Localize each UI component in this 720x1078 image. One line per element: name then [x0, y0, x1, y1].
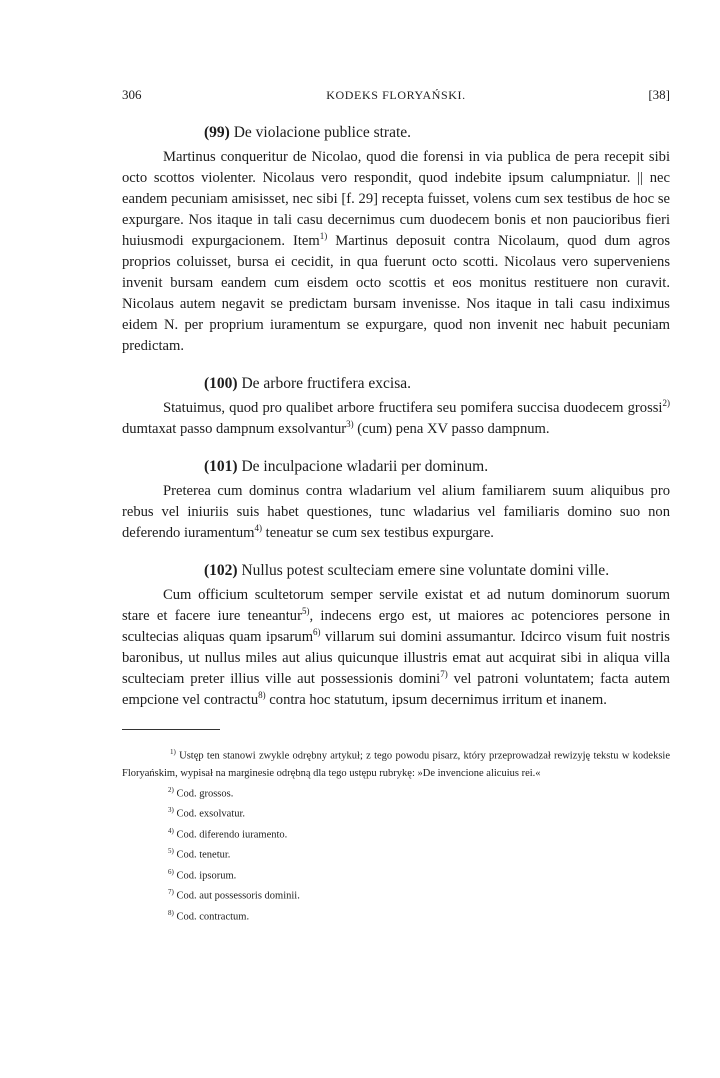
- section-paragraph: [122, 585, 670, 711]
- section-number: (99): [204, 124, 230, 141]
- document-page: [122, 84, 670, 925]
- footnote: [122, 843, 670, 864]
- paragraph-text: dumtaxat passo dampnum exsolvantur: [122, 421, 347, 437]
- section-number: (100): [204, 375, 238, 392]
- section-title-text: Nullus potest sculteciam emere sine voluntate domini ville.: [241, 562, 610, 579]
- footnote-reference: 5): [301, 606, 310, 617]
- paragraph-text: Martinus deposuit contra Nicolaum, quod dum agros proprios coluisset, bursa ei cecidit, in qua fuerunt octo scotti. Nicolaus vero superveniens invenit bursam eandem cum eisdem octo scottis et eos monitus restituere non curavit. Nicolaus autem negavit se predictam bursam invenisse. Nos itaque in tali casu indiximus eidem N. per proprium iuramentum se expurgare, quod non invenit nec habuit pecuniam predictam.: [122, 233, 670, 354]
- footnote-rule: [122, 729, 220, 730]
- footnote: [122, 864, 670, 885]
- section-paragraph: [122, 398, 670, 440]
- footnote-mark: 4): [168, 826, 174, 835]
- paragraph-text: Preterea cum dominus contra wladarium vel alium familiarem suum aliquibus pro rebus vel iniuriis suis habet questiones, tunc wladarius vel familiaris domino suo non deferendo iuramentum: [122, 483, 670, 541]
- footnote-text: Ustęp ten stanowi zwykle odrębny artykuł; z tego powodu pisarz, który przeprowadzał rewizyję tekstu w kodeksie Floryańskim, wypisał na marginesie odrębną dla tego ustępu rubrykę: »De invencione alicuius rei.«: [122, 750, 671, 779]
- footnote: [122, 802, 670, 823]
- section-title-text: De arbore fructifera excisa.: [241, 375, 411, 392]
- paragraph-text: Statuimus, quod pro qualibet arbore fructifera seu pomifera succisa duodecem grossi: [163, 400, 663, 416]
- section-title-text: De inculpacione wladarii per dominum.: [241, 458, 489, 475]
- footnote-reference: 6): [313, 627, 321, 638]
- section-paragraph: [122, 147, 670, 357]
- sections-container: [122, 122, 670, 711]
- section-paragraph: [122, 481, 670, 544]
- footnote-text: Cod. grossos.: [176, 788, 234, 799]
- footnote-mark: 1): [170, 748, 176, 756]
- paragraph-text: contra hoc statutum, ipsum decernimus irritum et inanem.: [265, 692, 607, 708]
- footnote: [122, 905, 670, 926]
- footnote-reference: 8): [258, 690, 266, 701]
- paragraph-text: villarum sui domini assumantur. Idcirco visum fuit nostris baronibus, ut nullus miles aut alius quicunque illustris emat aut acquirat sibi in aliqua villa sculteciam preter illius ville aut possessionis domini: [122, 629, 670, 687]
- footnote-mark: 2): [168, 785, 174, 794]
- page-number: 306: [122, 87, 142, 102]
- footnote-mark: 5): [168, 847, 174, 855]
- paragraph-text: Martinus conqueritur de Nicolao, quod die forensi in via publica de pera recepit sibi octo scottos violenter. Nicolaus vero respondit, quod indebite ipsum calumpniatur. || nec eandem pecuniam amisisset, nec sibi [f. 29] recepta fuisset, volens cum sex testibus de hoc se expurgare. Nos itaque in tali casu decernimus cum duodecem bonis et non paucioribus fieri huiusmodi expurgacionem. Item: [122, 149, 670, 249]
- paragraph-text: , indecens ergo est, ut maiores ac potenciores persone in scultecias aliquas quam ipsarum: [122, 608, 670, 645]
- footnote-text: Cod. tenetur.: [176, 849, 231, 861]
- footnote-text: Cod. aut possessoris dominii.: [176, 890, 300, 902]
- footnote: [122, 744, 670, 782]
- footnote-reference: 4): [254, 523, 263, 534]
- footnote: [122, 823, 670, 844]
- section-heading: [122, 560, 670, 581]
- running-title: KODEKS FLORYAŃSKI.: [326, 88, 466, 102]
- footnote: [122, 884, 670, 905]
- section-number: (101): [204, 458, 238, 475]
- footnote-text: Cod. exsolvatur.: [176, 808, 246, 820]
- footnote-text: Cod. diferendo iuramento.: [176, 829, 288, 840]
- footnote-text: Cod. ipsorum.: [176, 870, 237, 881]
- section-number: (102): [204, 562, 238, 579]
- folio-mark: [38]: [648, 87, 670, 102]
- footnote-text: Cod. contractum.: [176, 911, 250, 922]
- footnote-reference: 1): [319, 231, 328, 242]
- footnotes: [122, 744, 670, 925]
- footnote-reference: 7): [440, 669, 448, 680]
- footnote-reference: 2): [662, 398, 670, 409]
- section-heading: [122, 456, 670, 477]
- footnote-mark: 7): [168, 888, 174, 896]
- section-heading: [122, 373, 670, 394]
- footnote: [122, 782, 670, 803]
- paragraph-text: vel patroni voluntatem; facta autem empcione vel contractu: [122, 671, 670, 708]
- paragraph-text: Cum officium scultetorum semper servile existat et ad nutum dominorum suorum stare et facere iure teneantur: [122, 587, 670, 624]
- section-title-text: De violacione publice strate.: [233, 124, 412, 141]
- section-heading: [122, 122, 670, 143]
- paragraph-text: teneatur se cum sex testibus expurgare.: [262, 525, 494, 541]
- paragraph-text: (cum) pena XV passo dampnum.: [353, 421, 550, 437]
- footnote-mark: 8): [168, 908, 174, 917]
- footnote-mark: 3): [168, 806, 174, 814]
- footnote-reference: 3): [346, 419, 354, 430]
- running-head: [122, 84, 670, 106]
- footnote-mark: 6): [168, 867, 174, 876]
